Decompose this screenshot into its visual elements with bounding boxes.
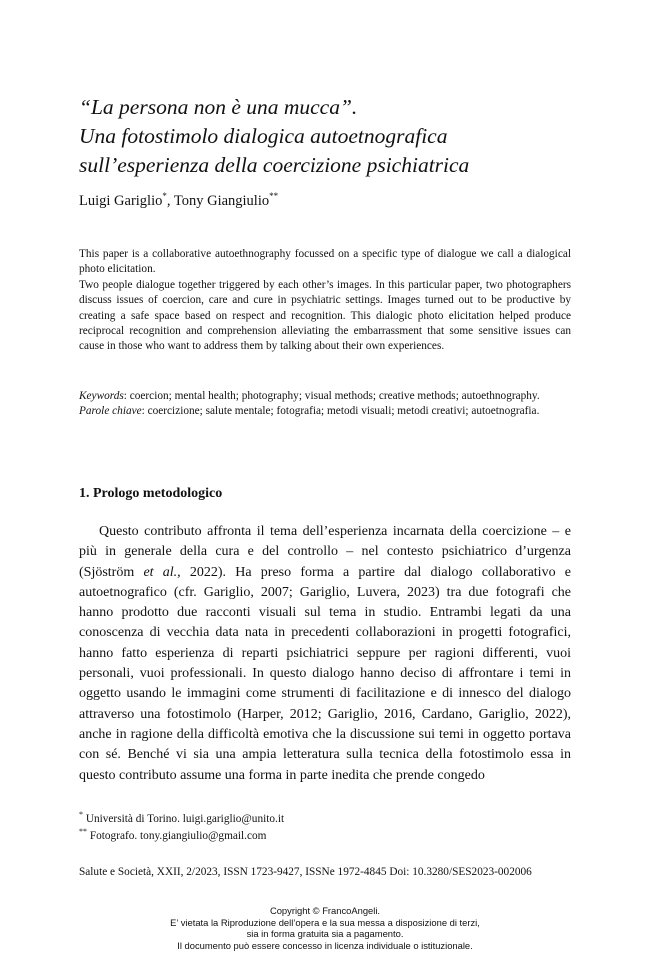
keywords-text: : coercion; mental health; photography; visual methods; creative methods; autoethnography.	[123, 390, 540, 402]
footnote-1	[79, 810, 284, 825]
author-1: Luigi Gariglio	[79, 193, 163, 209]
abstract	[79, 247, 571, 355]
copyright-notice	[0, 905, 650, 951]
title-line-1: “La persona non è una mucca”.	[79, 95, 358, 119]
author-1-footnote-mark: *	[162, 191, 167, 201]
parole-chiave-label: Parole chiave	[79, 405, 142, 418]
footnote-2-text: Fotografo. tony.giangiulio@gmail.com	[87, 830, 267, 842]
body-text-part-2: , 2022). Ha preso forma a partire dal dialogo collaborativo e autoetnografico (cfr. Gariglio, 2007; Gariglio, Luvera, 2023) tra due fotografi che hanno prodotto due racconti visuali sul tema in studio. Entrambi legati da una conoscenza di vecchia data nata in precedenti collaborazioni in progetti fotografici, hanno fatto esperienza di reparti psichiatrici seppure per ragioni differenti, vuoi personali, vuoi professionali. In questo dialogo hanno deciso di affrontare i temi in oggetto usando le immagini come strumenti di facilitazione e di innesco del dialogo attraverso una fotostimolo (Harper, 2012; Gariglio, 2016, Cardano, Gariglio, 2022), anche in ragione della difficoltà emotiva che la discussione sui temi in oggetto portava con sé. Benché vi sia una ampia letteratura sulla tecnica della fotostimolo essa in questo contributo assume una forma in parte inedita che prende congedo	[79, 564, 572, 783]
article-title	[79, 93, 579, 180]
copyright-line-4: Il documento può essere concesso in licenza individuale o istituzionale.	[177, 939, 473, 951]
keywords-block	[79, 389, 571, 420]
keywords-english	[79, 389, 571, 404]
copyright-line-1: Copyright © FrancoAngeli.	[269, 905, 381, 916]
body-text-part-1: Questo contributo affronta il tema dell’esperienza incarnata della coercizione – e più in generale della cura e del controllo – nel contesto psichiatrico d’urgenza (Sjöström	[79, 524, 571, 580]
title-line-3: sull’esperienza della coercizione psichiatrica	[79, 153, 470, 177]
journal-citation: Salute e Società, XXII, 2/2023, ISSN 1723-9427, ISSNe 1972-4845 Doi: 10.3280/SES2023-002006	[79, 866, 532, 878]
title-line-2: Una fotostimolo dialogica autoetnografica	[79, 124, 448, 148]
et-al-italic: et al.	[143, 564, 178, 580]
author-separator: ,	[166, 193, 174, 209]
keywords-italian	[79, 404, 571, 419]
abstract-paragraph-2: Two people dialogue together triggered by each other’s images. In this particular paper, two photographers discuss issues of coercion, care and cure in psychiatric settings. Images turned out to be productive by creating a safe space based on respect and recognition. This dialogic photo elicitation helped produce reciprocal recognition and comprehension alleviating the embarrassment that some sensitive issues can cause in those who want to address them by talking about their own experiences.	[79, 278, 571, 353]
author-list	[79, 191, 278, 210]
author-2-footnote-mark: **	[269, 191, 279, 201]
body-paragraph	[79, 522, 571, 786]
copyright-line-2: E’ vietata la Riproduzione dell’opera e la sua messa a disposizione di terzi,	[170, 916, 480, 928]
author-2: Tony Giangiulio	[173, 193, 270, 209]
footnote-1-text: Università di Torino. luigi.gariglio@unito.it	[83, 813, 285, 825]
section-heading: 1. Prologo metodologico	[79, 486, 223, 501]
footnote-2	[79, 827, 266, 842]
abstract-paragraph-1: This paper is a collaborative autoethnography focussed on a specific type of dialogue we call a dialogical photo elicitation.	[79, 248, 571, 276]
keywords-label: Keywords	[79, 390, 124, 402]
footnote-1-mark: *	[79, 810, 83, 819]
footnote-2-mark: **	[79, 827, 87, 836]
copyright-line-3: sia in forma gratuita sia a pagamento.	[246, 928, 404, 939]
parole-chiave-text: : coercizione; salute mentale; fotografia; metodi visuali; metodi creativi; autoetnografia.	[141, 405, 540, 418]
